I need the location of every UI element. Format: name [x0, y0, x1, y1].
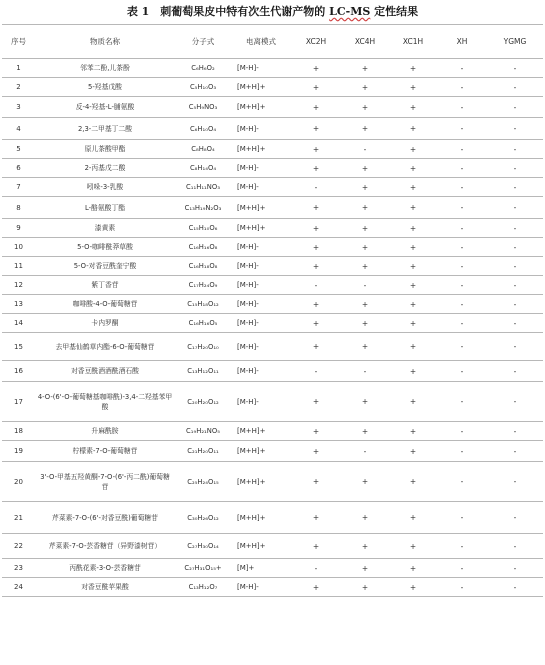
table-row: [2, 422, 543, 441]
ionization-mode: [M+H]+: [231, 78, 291, 97]
col-header-xc4h: XC4H: [341, 25, 389, 59]
detection-ygmg: -: [487, 78, 543, 97]
table-row: [2, 219, 543, 238]
row-number: 1: [2, 59, 35, 78]
detection-xc2h: +: [291, 422, 341, 441]
compound-name: 邻苯二酚,儿茶酚: [35, 59, 175, 78]
ionization-mode: [M-H]-: [231, 333, 291, 361]
compound-name: 5-羟基戊酸: [35, 78, 175, 97]
detection-xh: -: [437, 361, 487, 382]
detection-xh: -: [437, 382, 487, 422]
molecular-formula: C₂₇H₃₀O₁₄: [175, 534, 231, 559]
compound-name: 对香豆酰酒酒酰酒石酸: [35, 361, 175, 382]
detection-xc1h: +: [389, 197, 437, 219]
row-number: 19: [2, 441, 35, 462]
detection-xc2h: -: [291, 559, 341, 578]
detection-xc2h: -: [291, 361, 341, 382]
detection-xc1h: +: [389, 238, 437, 257]
compound-name: 升麻酰胺: [35, 422, 175, 441]
detection-xh: -: [437, 441, 487, 462]
col-header-mode: 电离模式: [231, 25, 291, 59]
row-number: 23: [2, 559, 35, 578]
ionization-mode: [M-H]-: [231, 118, 291, 140]
table-row: [2, 159, 543, 178]
compound-name: 4-O-(6'-O-葡萄糖基咖啡酰)-3,4-二羟基苯甲酸: [35, 382, 175, 422]
detection-ygmg: -: [487, 462, 543, 502]
detection-xh: -: [437, 276, 487, 295]
detection-ygmg: -: [487, 197, 543, 219]
table-row: [2, 333, 543, 361]
ionization-mode: [M-H]-: [231, 295, 291, 314]
compound-name: 5-O-咖啡酰莽草酸: [35, 238, 175, 257]
molecular-formula: C₂₇H₃₁O₁₅+: [175, 559, 231, 578]
detection-xc2h: -: [291, 178, 341, 197]
row-number: 6: [2, 159, 35, 178]
table-row: [2, 97, 543, 118]
row-number: 11: [2, 257, 35, 276]
detection-xc4h: +: [341, 178, 389, 197]
detection-xc4h: +: [341, 502, 389, 534]
compound-name: 丙酰花素-3-O-芸香糖苷: [35, 559, 175, 578]
ionization-mode: [M-H]-: [231, 382, 291, 422]
molecular-formula: C₁₃H₁₂O₇: [175, 578, 231, 597]
compound-name: 2,3-二甲基丁二酸: [35, 118, 175, 140]
detection-ygmg: -: [487, 59, 543, 78]
detection-xc4h: +: [341, 257, 389, 276]
detection-xc1h: +: [389, 422, 437, 441]
detection-xc1h: +: [389, 159, 437, 178]
table-row: [2, 361, 543, 382]
detection-xh: -: [437, 257, 487, 276]
ionization-mode: [M-H]-: [231, 238, 291, 257]
molecular-formula: C₅H₁₀O₃: [175, 78, 231, 97]
detection-ygmg: -: [487, 441, 543, 462]
detection-xc2h: +: [291, 441, 341, 462]
molecular-formula: C₂₀H₂₀O₁₂: [175, 382, 231, 422]
molecular-formula: C₁₃H₁₉N₂O₃: [175, 197, 231, 219]
detection-ygmg: -: [487, 97, 543, 118]
compound-name: 反-4-羟基-L-脯氨酸: [35, 97, 175, 118]
detection-xh: -: [437, 159, 487, 178]
ionization-mode: [M-H]-: [231, 257, 291, 276]
detection-xh: -: [437, 59, 487, 78]
detection-xc4h: +: [341, 382, 389, 422]
compound-name: 芹菜素-7-O-芸香糖苷（异野漆树苷）: [35, 534, 175, 559]
detection-xc2h: +: [291, 219, 341, 238]
detection-xc2h: +: [291, 159, 341, 178]
row-number: 21: [2, 502, 35, 534]
compound-name: 去甲基仙鹤草内酯-6-O-葡萄糖苷: [35, 333, 175, 361]
detection-xc4h: +: [341, 238, 389, 257]
row-number: 18: [2, 422, 35, 441]
detection-xc2h: +: [291, 295, 341, 314]
detection-xc1h: +: [389, 295, 437, 314]
detection-ygmg: -: [487, 382, 543, 422]
detection-xc2h: +: [291, 78, 341, 97]
table-title-prefix: 表 1 刺葡萄果皮中特有次生代谢产物的: [126, 5, 330, 18]
detection-xc4h: +: [341, 534, 389, 559]
molecular-formula: C₂₅H₂₄O₁₅: [175, 462, 231, 502]
ionization-mode: [M]+: [231, 559, 291, 578]
ionization-mode: [M+H]+: [231, 422, 291, 441]
detection-xc1h: +: [389, 502, 437, 534]
row-number: 15: [2, 333, 35, 361]
detection-xc1h: +: [389, 59, 437, 78]
detection-xc1h: +: [389, 140, 437, 159]
detection-xc1h: +: [389, 257, 437, 276]
molecular-formula: C₁₆H₁₈O₈: [175, 257, 231, 276]
col-header-xh: XH: [437, 25, 487, 59]
row-number: 7: [2, 178, 35, 197]
detection-ygmg: -: [487, 219, 543, 238]
ionization-mode: [M+H]+: [231, 97, 291, 118]
table-title-suffix: 定性结果: [370, 5, 419, 18]
compound-name: 2-丙基戊二酸: [35, 159, 175, 178]
ionization-mode: [M-H]-: [231, 178, 291, 197]
table-row: [2, 578, 543, 597]
detection-xc1h: +: [389, 118, 437, 140]
detection-ygmg: -: [487, 502, 543, 534]
ionization-mode: [M-H]-: [231, 578, 291, 597]
row-number: 10: [2, 238, 35, 257]
row-number: 5: [2, 140, 35, 159]
ionization-mode: [M+H]+: [231, 219, 291, 238]
detection-ygmg: -: [487, 534, 543, 559]
table-row: [2, 559, 543, 578]
detection-xc4h: +: [341, 118, 389, 140]
detection-xc1h: +: [389, 97, 437, 118]
detection-ygmg: -: [487, 159, 543, 178]
table-row: [2, 197, 543, 219]
detection-ygmg: -: [487, 238, 543, 257]
row-number: 17: [2, 382, 35, 422]
detection-xc2h: +: [291, 382, 341, 422]
molecular-formula: C₁₆H₁₆O₈: [175, 238, 231, 257]
detection-xc1h: +: [389, 178, 437, 197]
molecular-formula: C₆H₁₀O₄: [175, 118, 231, 140]
molecular-formula: C₈H₁₄O₄: [175, 159, 231, 178]
molecular-formula: C₅H₉NO₃: [175, 97, 231, 118]
compound-name: 漆黄素: [35, 219, 175, 238]
detection-xh: -: [437, 462, 487, 502]
row-number: 2: [2, 78, 35, 97]
detection-ygmg: -: [487, 140, 543, 159]
row-number: 9: [2, 219, 35, 238]
molecular-formula: C₁₇H₂₀O₁₀: [175, 333, 231, 361]
row-number: 16: [2, 361, 35, 382]
compound-name: 原儿茶酸甲酯: [35, 140, 175, 159]
detection-xc1h: +: [389, 219, 437, 238]
detection-xh: -: [437, 219, 487, 238]
detection-xc1h: +: [389, 382, 437, 422]
detection-xh: -: [437, 422, 487, 441]
ionization-mode: [M+H]+: [231, 197, 291, 219]
table-row: [2, 502, 543, 534]
table-title-mark: LC-MS: [329, 5, 371, 18]
detection-xc1h: +: [389, 78, 437, 97]
molecular-formula: C₂₁H₂₀O₁₁: [175, 441, 231, 462]
table-row: [2, 140, 543, 159]
ionization-mode: [M+H]+: [231, 534, 291, 559]
compound-name: 柠檬素-7-O-葡萄糖苷: [35, 441, 175, 462]
table-header-row: [2, 25, 543, 59]
molecular-formula: C₁₅H₁₈O₁₂: [175, 295, 231, 314]
detection-xh: -: [437, 118, 487, 140]
ionization-mode: [M+H]+: [231, 441, 291, 462]
table-row: [2, 295, 543, 314]
detection-xc2h: +: [291, 140, 341, 159]
detection-xc4h: +: [341, 462, 389, 502]
table-row: [2, 257, 543, 276]
detection-xh: -: [437, 295, 487, 314]
molecular-formula: C₈H₈O₄: [175, 140, 231, 159]
molecular-formula: C₁₆H₁₆O₅: [175, 314, 231, 333]
detection-xc4h: +: [341, 578, 389, 597]
detection-xc1h: +: [389, 559, 437, 578]
compound-name: 芹菜素-7-O-(6'-对香豆酰)葡萄糖苷: [35, 502, 175, 534]
molecular-formula: C₃₀H₂₆O₁₂: [175, 502, 231, 534]
detection-xc4h: -: [341, 441, 389, 462]
detection-ygmg: -: [487, 276, 543, 295]
detection-xh: -: [437, 78, 487, 97]
detection-xc4h: +: [341, 219, 389, 238]
detection-xh: -: [437, 534, 487, 559]
detection-xc2h: +: [291, 314, 341, 333]
detection-xh: -: [437, 559, 487, 578]
detection-xc4h: +: [341, 159, 389, 178]
compound-name: 3'-O-甲基五羟黄酮-7-O-(6'-丙二酰)葡萄糖苷: [35, 462, 175, 502]
detection-ygmg: -: [487, 118, 543, 140]
col-header-name: 物质名称: [35, 25, 175, 59]
detection-xc1h: +: [389, 314, 437, 333]
detection-xh: -: [437, 578, 487, 597]
col-header-ygmg: YGMG: [487, 25, 543, 59]
detection-xc1h: +: [389, 441, 437, 462]
detection-xc1h: +: [389, 578, 437, 597]
detection-xc2h: +: [291, 333, 341, 361]
detection-ygmg: -: [487, 178, 543, 197]
detection-xc4h: +: [341, 422, 389, 441]
detection-xc1h: +: [389, 276, 437, 295]
row-number: 8: [2, 197, 35, 219]
table-row: [2, 314, 543, 333]
molecular-formula: C₁₇H₂₄O₉: [175, 276, 231, 295]
detection-xc4h: -: [341, 361, 389, 382]
ionization-mode: [M+H]+: [231, 502, 291, 534]
detection-xc4h: +: [341, 295, 389, 314]
compound-name: 吲哚-3-乳酸: [35, 178, 175, 197]
results-table: [2, 24, 543, 597]
detection-xc4h: +: [341, 59, 389, 78]
table-row: [2, 238, 543, 257]
detection-ygmg: -: [487, 559, 543, 578]
compound-name: 紫丁香苷: [35, 276, 175, 295]
col-header-xc1h: XC1H: [389, 25, 437, 59]
row-number: 13: [2, 295, 35, 314]
ionization-mode: [M+H]+: [231, 462, 291, 502]
row-number: 14: [2, 314, 35, 333]
detection-xc1h: +: [389, 534, 437, 559]
table-title: [0, 3, 545, 21]
detection-xc4h: +: [341, 197, 389, 219]
detection-xc4h: -: [341, 276, 389, 295]
detection-xc4h: +: [341, 333, 389, 361]
table-row: [2, 534, 543, 559]
row-number: 12: [2, 276, 35, 295]
detection-ygmg: -: [487, 422, 543, 441]
detection-xc1h: +: [389, 361, 437, 382]
detection-xh: -: [437, 197, 487, 219]
row-number: 20: [2, 462, 35, 502]
detection-ygmg: -: [487, 333, 543, 361]
molecular-formula: C₁₅H₁₀O₆: [175, 219, 231, 238]
detection-xc2h: +: [291, 97, 341, 118]
detection-xh: -: [437, 140, 487, 159]
row-number: 24: [2, 578, 35, 597]
col-header-formula: 分子式: [175, 25, 231, 59]
molecular-formula: C₁₉H₂₁NO₅: [175, 422, 231, 441]
detection-xc2h: +: [291, 502, 341, 534]
detection-xc4h: +: [341, 559, 389, 578]
detection-ygmg: -: [487, 295, 543, 314]
table-row: [2, 78, 543, 97]
col-header-xc2h: XC2H: [291, 25, 341, 59]
detection-xh: -: [437, 97, 487, 118]
detection-xc1h: +: [389, 462, 437, 502]
table-row: [2, 441, 543, 462]
detection-xc2h: +: [291, 578, 341, 597]
molecular-formula: C₁₃H₁₂O₁₁: [175, 361, 231, 382]
ionization-mode: [M-H]-: [231, 314, 291, 333]
detection-xc2h: +: [291, 238, 341, 257]
molecular-formula: C₁₁H₁₁NO₃: [175, 178, 231, 197]
detection-xh: -: [437, 314, 487, 333]
detection-xc2h: +: [291, 462, 341, 502]
detection-xh: -: [437, 238, 487, 257]
row-number: 4: [2, 118, 35, 140]
row-number: 3: [2, 97, 35, 118]
table-row: [2, 462, 543, 502]
ionization-mode: [M-H]-: [231, 276, 291, 295]
detection-xc2h: +: [291, 257, 341, 276]
row-number: 22: [2, 534, 35, 559]
detection-xh: -: [437, 178, 487, 197]
molecular-formula: C₆H₆O₂: [175, 59, 231, 78]
detection-xc4h: +: [341, 97, 389, 118]
compound-name: 卡内罗酮: [35, 314, 175, 333]
detection-xh: -: [437, 502, 487, 534]
compound-name: 咖啡酸-4-O-葡萄糖苷: [35, 295, 175, 314]
compound-name: L-酪氨酸丁酯: [35, 197, 175, 219]
compound-name: 5-O-对香豆酰奎宁酸: [35, 257, 175, 276]
detection-xc4h: -: [341, 140, 389, 159]
detection-ygmg: -: [487, 361, 543, 382]
detection-ygmg: -: [487, 257, 543, 276]
detection-xc4h: +: [341, 78, 389, 97]
ionization-mode: [M-H]-: [231, 361, 291, 382]
table-row: [2, 382, 543, 422]
detection-ygmg: -: [487, 314, 543, 333]
detection-xc2h: +: [291, 118, 341, 140]
detection-xc2h: +: [291, 534, 341, 559]
table-body: [2, 59, 543, 597]
detection-ygmg: -: [487, 578, 543, 597]
detection-xc2h: +: [291, 197, 341, 219]
table-row: [2, 276, 543, 295]
table-row: [2, 178, 543, 197]
ionization-mode: [M-H]-: [231, 59, 291, 78]
detection-xc1h: +: [389, 333, 437, 361]
detection-xh: -: [437, 333, 487, 361]
ionization-mode: [M-H]-: [231, 159, 291, 178]
detection-xc2h: +: [291, 59, 341, 78]
col-header-no: 序号: [2, 25, 35, 59]
table-row: [2, 118, 543, 140]
detection-xc2h: -: [291, 276, 341, 295]
compound-name: 对香豆酰苹果酸: [35, 578, 175, 597]
table-row: [2, 59, 543, 78]
ionization-mode: [M+H]+: [231, 140, 291, 159]
detection-xc4h: +: [341, 314, 389, 333]
